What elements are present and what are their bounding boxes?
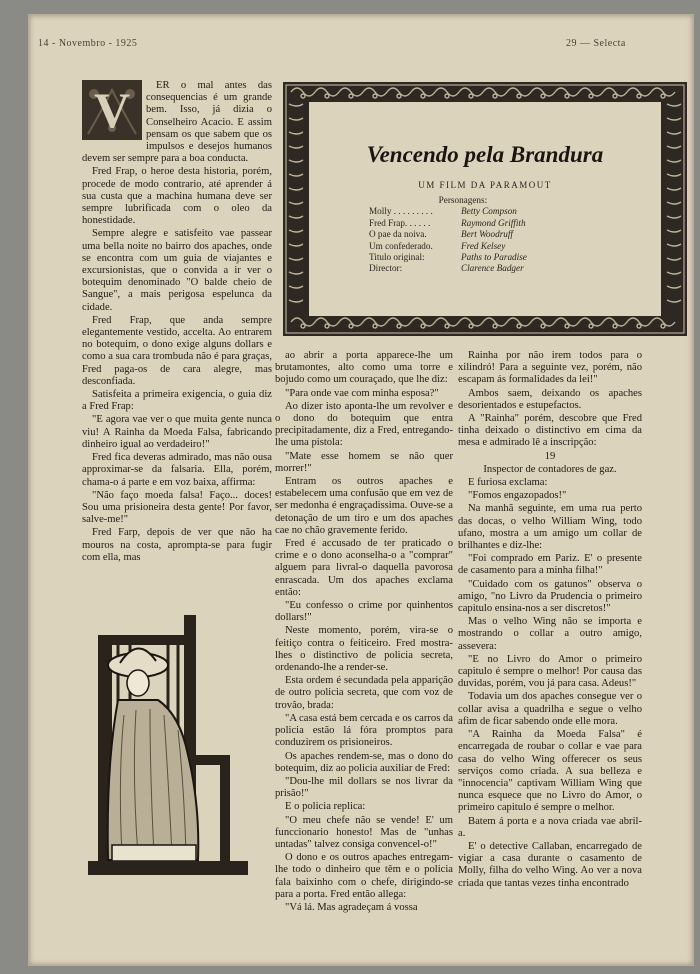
paragraph: Fred Farp, depois de ver que não ha mouros na costa, apromptа-se para fugir com ella, mas — [82, 527, 272, 563]
paragraph: Na manhã seguinte, em uma rua perto das docas, o velho William Wing, todo ufano, mostra a um amigo um collar de brilhantes e diz-lhe: — [458, 503, 642, 552]
paragraph: Sempre alegre e satisfeito vae passear uma bella noite no bairro dos apaches, onde se encontra com um guia de viajantes e excursionistas, que o convida a ir ver o botequim denominado "O balde cheio de Sangue", a mais perigosa espelunca da cidade. — [82, 228, 272, 313]
cast-role: Um confederado. — [369, 240, 433, 251]
paragraph: "Eu confesso o crime por quinhentos dollars!" — [275, 600, 453, 624]
paragraph: "Vá lá. Mas agradeçam á vossa — [285, 901, 418, 913]
film-subtitle: UM FILM DA PARAMOUT — [418, 180, 552, 190]
drop-cap-letter: V — [93, 82, 131, 138]
paragraph: Fred Frap, o heroe desta historia, porém, procede de modo contrario, até aprender á sua custa que a machina humana deve ser sempre lubrificada com o oleo da honestidade. — [82, 166, 272, 227]
cast-label: Personagens: — [438, 195, 488, 205]
header-page-number: 29 — Selecta — [566, 38, 626, 49]
paragraph: "Foi comprado em Pariz. E' o presente de casamento para a minha filha!" — [458, 553, 642, 577]
paragraph: Satisfeita a primeira exigencia, o guia diz a Fred Frap: — [82, 389, 272, 413]
paragraph: Os apaches rendem-se, mas o dono do botequim, diz ao policia auxiliar de Fred: — [275, 750, 453, 774]
cast-role: Director: — [369, 263, 403, 274]
paragraph: E' o detective Callaban, encarregado de vigiar a casa durante o casamento de Molly, filha do velho Wing. Ao ver a nova criada que tantas vezes tinha encontrado — [458, 840, 642, 889]
cast-role: Titulo original: — [369, 252, 425, 263]
paragraph: Rainha por não irem todos para o xilindró! Para a seguinte vez, porém, não escapam ás formalidades da lei!" — [458, 350, 642, 386]
paragraph: "Fomos engazopados!" — [468, 490, 567, 502]
paragraph: "Dou-lhe mil dollars se nos livrar da prisão!" — [275, 775, 453, 800]
cast-row — [369, 229, 527, 240]
paragraph: E o policia replica: — [285, 801, 366, 813]
paragraph: Ambos saem, deixando os apaches desorientados e estupefactos. — [458, 387, 642, 411]
cast-actor: Clarence Badger — [461, 263, 524, 274]
paragraph: "Para onde vae com minha esposa?" — [285, 387, 439, 399]
cast-row — [369, 218, 527, 229]
paragraph: Inspector de contadores de gaz. — [483, 463, 617, 475]
paragraph: ER o mal antes das consequencias é um grande bem. Isso, já dizia o Conselheiro Acacio. E assim pensam os que sabem que os impulsos e desejos humanos devem ser sempre para a boa conducta. — [82, 80, 272, 165]
paragraph: Entram os outros apaches e estabelecem uma confusão que em vez de ser medonha é engraçadissima. Ouve-se a detonação de um tiro e um dos apaches cae no chão gravemente ferido. — [275, 476, 453, 536]
paragraph: O dono e os outros apaches entregam-lhe todo o dinheiro que têm e o policia fala baixinho com o chefe, dirigindo-se para a porta. Fred então allega: — [275, 852, 453, 900]
paragraph: "Cuidado com os gatunos" observa o amigo, "no Livro da Prudencia o primeiro capitulo ensina-nos a ser discretos!" — [458, 578, 642, 615]
paragraph: Neste momento, porém, vira-se o feitiço contra o feiticeiro. Fred mostra-lhes o distinctivo de policia secreta, ordenando-lhe a render-se. — [275, 625, 453, 674]
paragraph: "E agora vae ver o que muita gente nunca viu! A Rainha da Moeda Falsa, fabricando dinheiro igual ao verdadeiro!" — [82, 414, 272, 450]
paragraph: "Não faço moeda falsa! Faço... doces! Sou uma prisioneira desta gente! Por favor, salve-me!" — [82, 489, 272, 526]
paragraph: Ao dizer isto aponta-lhe um revolver e o dono do botequim que entra precipitadamente, diz a Fred, entregando-lhe uma pistola: — [275, 400, 453, 449]
paragraph: Todavia um dos apaches consegue ver o collar avisa a quadrilha e segue o velho afim de ficar sabendo onde elle mora. — [458, 691, 642, 727]
film-info-box — [283, 82, 687, 336]
cast-row — [369, 252, 527, 263]
paragraph: "A casa está bem cercada e os carros da policia estão lá fóra promptos para conduzirem os prisioneiros. — [275, 712, 453, 749]
cast-role: Fred Frap. . . . . . — [369, 217, 431, 228]
woman-in-chair-illustration — [88, 605, 248, 875]
paragraph: E furiosa exclama: — [468, 477, 548, 489]
drop-cap — [82, 80, 142, 140]
paragraph: A "Rainha" porém, descobre que Fred tinha deixado o distinctivo em cima da mesa e admirado lê a inscripção: — [458, 413, 642, 449]
paragraph: Batem á porta e a nova criada vae abril-a. — [458, 815, 642, 839]
text-column-3 — [458, 350, 642, 891]
film-title: Vencendo pela Brandura — [366, 142, 604, 167]
paragraph: Fred Frap, que anda sempre elegantemente vestido, accelta. Ao entrarem no botequim, o dono exige alguns dollars e como a sua cara trombuda não é para graças, Fred paga-os de cara alegre, mas desconfiada. — [82, 314, 272, 387]
paragraph: "Mate esse homem se não quer morrer!" — [275, 450, 453, 474]
cast-row — [369, 206, 527, 217]
cast-actor: Betty Compson — [461, 206, 517, 217]
paragraph: Fred fica deveras admirado, mas não ousa approximar-se da falsaria. Ella, porém, chama-o á parte e em voz baixa, affirma: — [82, 452, 272, 488]
cast-actor: Paths to Paradise — [461, 252, 527, 263]
film-info-inner — [309, 102, 661, 316]
cast-role: Molly . . . . . . . . . — [369, 206, 433, 217]
paragraph: "E no Livro do Amor o primeiro capitulo é sempre o melhor! Por causa das duvidas, porém, vou já para casa. Adeus!" — [458, 653, 642, 690]
paragraph: "O meu chefe não se vende! E' um funccionario honesto! Mas de "unhas untadas" talvez consiga convencel-o!" — [275, 814, 453, 850]
paragraph: "A Rainha da Moeda Falsa" é encarregada de roubar o collar e vae para casa do velho Wing offerecer os seus serviços como criada. A sua belleza e "innocencia" captivam William Wing que nunca esquece que no Livro do Amor, o primeiro capitulo é sempre o melhor. — [458, 729, 642, 814]
header-date: 14 - Novembro - 1925 — [38, 38, 138, 49]
cast-row — [369, 263, 527, 274]
paragraph: Mas o velho Wing não se importa e mostrando o collar a outro amigo, assevera: — [458, 616, 642, 652]
paragraph: Esta ordem é secundada pela apparição de outro policia secreta, que com voz de trovão, brada: — [275, 675, 453, 711]
cast-actor: Fred Kelsey — [461, 240, 506, 251]
paragraph: ao abrir a porta apparece-lhe um brutamontes, alto como uma torre e bojudo como um couraçado, que lhe diz: — [275, 350, 453, 386]
paragraph: 19 — [544, 450, 556, 462]
cast-actor: Bert Woodruff — [461, 229, 513, 240]
cast-list — [369, 195, 527, 275]
text-column-1 — [82, 80, 272, 565]
cast-row — [369, 241, 527, 252]
text-column-2 — [275, 350, 453, 915]
cast-actor: Raymond Griffith — [461, 217, 526, 228]
paragraph: Fred é accusado de ter praticado o crime e o dono aconselha-o a "comprar" alguem para livral-o daquella pavorosa enrascada. Um dos apaches exclama então: — [275, 538, 453, 598]
cast-role: O pae da noiva. — [369, 229, 427, 240]
